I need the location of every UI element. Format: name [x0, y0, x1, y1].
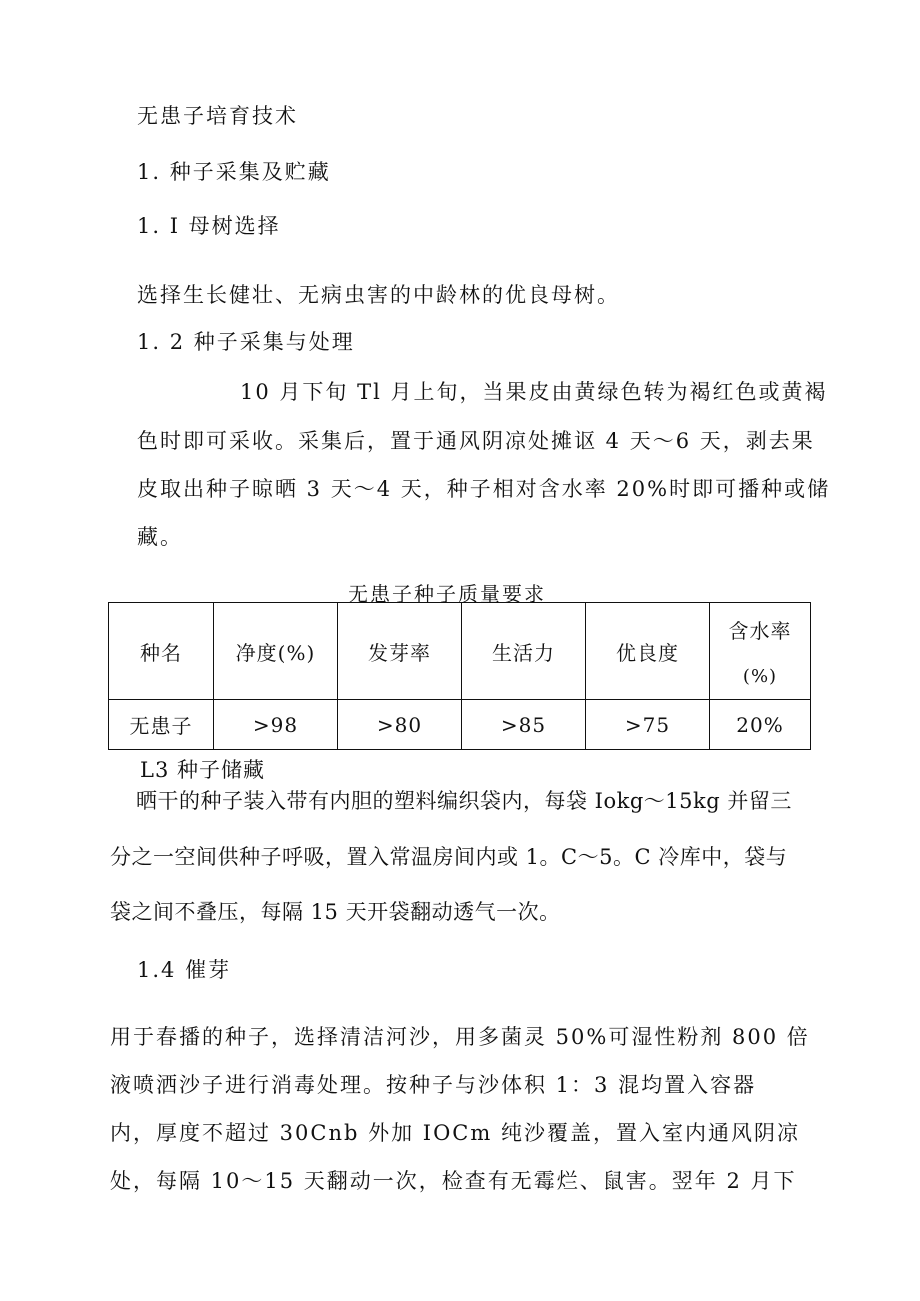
paragraph-1-2-line: 皮取出种子晾晒 3 天～4 天，种子相对含水率 20%时即可播种或储: [137, 477, 831, 501]
paragraph-1-3-line: 袋之间不叠压，每隔 15 天开袋翻动透气一次。: [110, 900, 561, 924]
header-cell-vitality: 生活力: [462, 603, 586, 700]
header-cell-purity: 净度(%): [214, 603, 338, 700]
table-cell: >98: [214, 700, 338, 750]
header-moisture-label: 含水率: [728, 619, 792, 643]
section-heading-1: 1. 种子采集及贮藏: [137, 160, 331, 184]
paragraph-1-4-line: 内，厚度不超过 30Cnb 外加 IOCm 纯沙覆盖，置入室内通风阴凉: [110, 1121, 800, 1145]
table-cell: 无患子: [109, 700, 214, 750]
header-cell-species: 种名: [109, 603, 214, 700]
paragraph-1-1: 选择生长健壮、无病虫害的中龄林的优良母树。: [137, 283, 620, 307]
subsection-heading-1-4: 1.4 催芽: [137, 958, 232, 982]
seed-quality-table: [108, 602, 811, 750]
table-cell: >85: [462, 700, 586, 750]
header-cell-moisture: [710, 603, 811, 700]
subsection-heading-1-2: 1. 2 种子采集与处理: [137, 330, 355, 354]
document-title: 无患子培育技术: [137, 104, 298, 128]
table-row: [109, 700, 811, 750]
subsection-heading-1-1: 1. I 母树选择: [137, 214, 281, 238]
paragraph-1-4-line: 处，每隔 10～15 天翻动一次，检查有无霉烂、鼠害。翌年 2 月下: [110, 1169, 797, 1193]
paragraph-1-4-line: 用于春播的种子，选择清洁河沙，用多菌灵 50%可湿性粉剂 800 倍: [110, 1025, 810, 1049]
table-cell: >80: [338, 700, 462, 750]
header-cell-quality: 优良度: [586, 603, 710, 700]
header-moisture-unit: (%): [742, 666, 778, 687]
subsection-heading-1-3: L3 种子储藏: [140, 758, 265, 782]
paragraph-1-2-line: 色时即可采收。采集后，置于通风阴凉处摊讴 4 天～6 天，剥去果: [137, 429, 815, 453]
paragraph-1-2-line: 藏。: [137, 525, 183, 549]
header-cell-germination: 发芽率: [338, 603, 462, 700]
paragraph-1-3-line: 晒干的种子装入带有内胆的塑料编织袋内，每袋 Iokg～15kg 并留三: [136, 789, 792, 813]
table-header-row: [109, 603, 811, 700]
paragraph-1-3-line: 分之一空间供种子呼吸，置入常温房间内或 1。C～5。C 冷库中，袋与: [110, 845, 788, 869]
table-cell: 20%: [710, 700, 811, 750]
paragraph-1-2-line: 10 月下旬 Tl 月上旬，当果皮由黄绿色转为褐红色或黄褐: [240, 380, 828, 404]
table-cell: >75: [586, 700, 710, 750]
paragraph-1-4-line: 液喷洒沙子进行消毒处理。按种子与沙体积 1：3 混均置入容器: [110, 1073, 757, 1097]
table-caption: 无患子种子质量要求: [348, 582, 546, 606]
